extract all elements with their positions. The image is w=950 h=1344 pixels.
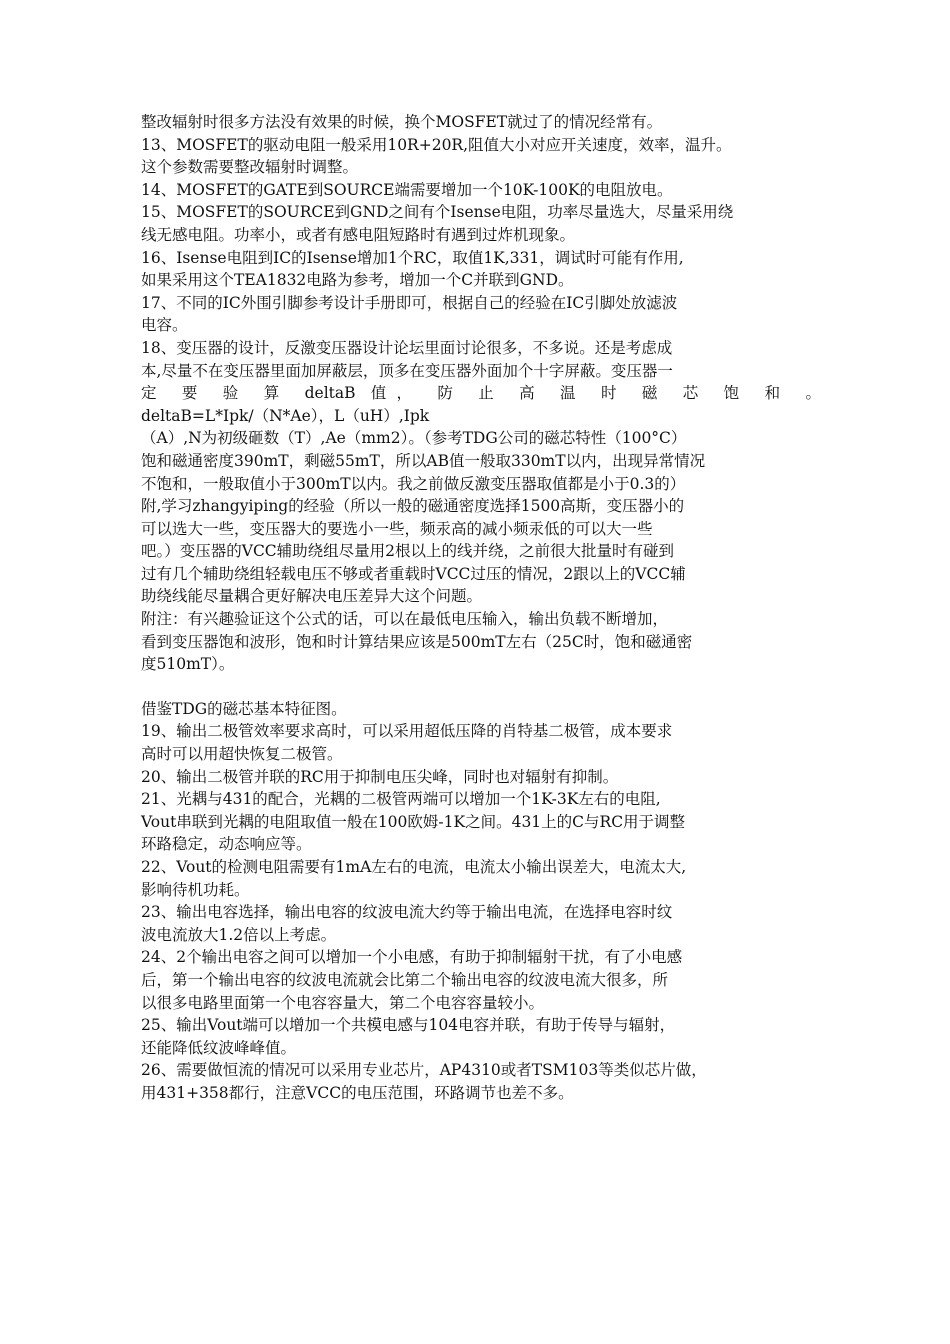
paragraph-13 [141,134,821,179]
paragraph-26 [141,1059,821,1104]
text-line: 过有几个辅助绕组轻载电压不够或者重载时VCC过压的情况，2跟以上的VCC辅 [141,564,686,583]
text-line: deltaB=L*Ipk/（N*Ae），L（uH）,Ipk [141,406,430,425]
text-line: 23、输出电容选择，输出电容的纹波电流大约等于输出电流，在选择电容时纹 [141,903,673,922]
text-line: Vout串联到光耦的电阻取值一般在100欧姆-1K之间。431上的C与RC用于调整 [141,812,686,831]
text-line: 18、变压器的设计，反激变压器设计论坛里面讨论很多，不多说。还是考虑成 [141,338,673,357]
text-line: 17、不同的IC外围引脚参考设计手册即可，根据自己的经验在IC引脚处放滤波 [141,293,678,312]
text-line: 附注：有兴趣验证这个公式的话，可以在最低电压输入，输出负载不断增加， [141,610,669,629]
text-line: 可以选大一些，变压器大的要选小一些，频汞高的减小频汞低的可以大一些 [141,519,653,538]
text-line: 影响待机功耗。 [141,880,250,899]
text-line: 定 要 验 算 deltaB 值， 防 止 高 温 时 磁 芯 饱 和 。 [141,384,821,403]
paragraph-24 [141,946,821,1014]
text-line: 借鉴TDG的磁芯基本特征图。 [141,699,347,718]
text-line: 15、MOSFET的SOURCE到GND之间有个Isense电阻，功率尽量选大，尽量采用绕 [141,203,734,222]
text-line: 高时可以用超快恢复二极管。 [141,745,343,764]
paragraph-22 [141,856,821,901]
text-line: 看到变压器饱和波形，饱和时计算结果应该是500mT左右（25C时，饱和磁通密 [141,632,693,651]
text-line: 25、输出Vout端可以增加一个共模电感与104电容并联，有助于传导与辐射， [141,1016,676,1035]
text-line: 本,尽量不在变压器里面加屏蔽层，顶多在变压器外面加个十字屏蔽。变压器一 [141,361,673,380]
document-body [141,111,821,1105]
text-line: 附,学习zhangyiping的经验（所以一般的磁通密度选择1500高斯，变压器小的 [141,497,685,516]
text-line: 13、MOSFET的驱动电阻一般采用10R+20R,阻值大小对应开关速度，效率，温升。 [141,135,732,154]
blank-line [141,676,821,698]
text-line: 24、2个输出电容之间可以增加一个小电感，有助于抑制辐射干扰，有了小电感 [141,948,683,967]
paragraph-23 [141,901,821,946]
text-line: 22、Vout的检测电阻需要有1mA左右的电流，电流太小输出误差大，电流太大, [141,858,687,876]
paragraph-14 [141,179,821,202]
paragraph-15 [141,201,821,246]
text-line: 这个参数需要整改辐射时调整。 [141,158,359,177]
text-line: 21、光耦与431的配合，光耦的二极管两端可以增加一个1K-3K左右的电阻, [141,790,661,809]
text-line: 环路稳定，动态响应等。 [141,835,312,854]
text-line: 19、输出二极管效率要求高时，可以采用超低压降的肖特基二极管，成本要求 [141,722,673,741]
text-line: 16、Isense电阻到IC的Isense增加1个RC，取值1K,331，调试时可能有作用, [141,248,684,267]
text-line: 20、输出二极管并联的RC用于抑制电压尖峰，同时也对辐射有抑制。 [141,767,619,786]
paragraph-18 [141,337,821,608]
paragraph-17 [141,292,821,337]
text-line: 以很多电路里面第一个电容容量大，第二个电容容量较小。 [141,993,545,1012]
text-line: 如果采用这个TEA1832电路为参考，增加一个C并联到GND。 [141,271,574,290]
paragraph-19 [141,720,821,765]
text-line: （A）,N为初级砸数（T）,Ae（mm2）。（参考TDG公司的磁芯特性（100°C） [141,429,687,448]
text-line: 还能降低纹波峰峰值。 [141,1038,297,1057]
text-line: 整改辐射时很多方法没有效果的时候，换个MOSFET就过了的情况经常有。 [141,113,663,131]
paragraph-intro [141,111,821,134]
text-line: 后，第一个输出电容的纹波电流就会比第二个输出电容的纹波电流大很多，所 [141,970,669,989]
paragraph-reference [141,698,821,721]
text-line: 电容。 [141,316,188,335]
text-line: 饱和磁通密度390mT，剩磁55mT，所以AB值一般取330mT以内，出现异常情况 [141,451,706,470]
paragraph-note [141,608,821,676]
text-line: 助绕线能尽量耦合更好解决电压差异大这个问题。 [141,587,483,606]
paragraph-21 [141,788,821,856]
text-line: 度510mT）。 [141,655,235,674]
text-line: 吧。）变压器的VCC辅助绕组尽量用2根以上的线并绕，之前很大批量时有碰到 [141,542,675,561]
paragraph-25 [141,1014,821,1059]
text-line: 线无感电阻。功率小，或者有感电阻短路时有遇到过炸机现象。 [141,225,576,244]
paragraph-20 [141,766,821,789]
text-line: 用431+358都行，注意VCC的电压范围，环路调节也差不多。 [141,1083,574,1102]
text-line: 14、MOSFET的GATE到SOURCE端需要增加一个10K-100K的电阻放电。 [141,180,673,199]
text-line: 波电流放大1.2倍以上考虑。 [141,925,337,944]
paragraph-16 [141,247,821,292]
text-line: 26、需要做恒流的情况可以采用专业芯片，AP4310或者TSM103等类似芯片做， [141,1061,707,1080]
text-line: 不饱和，一般取值小于300mT以内。我之前做反激变压器取值都是小于0.3的） [141,474,686,493]
